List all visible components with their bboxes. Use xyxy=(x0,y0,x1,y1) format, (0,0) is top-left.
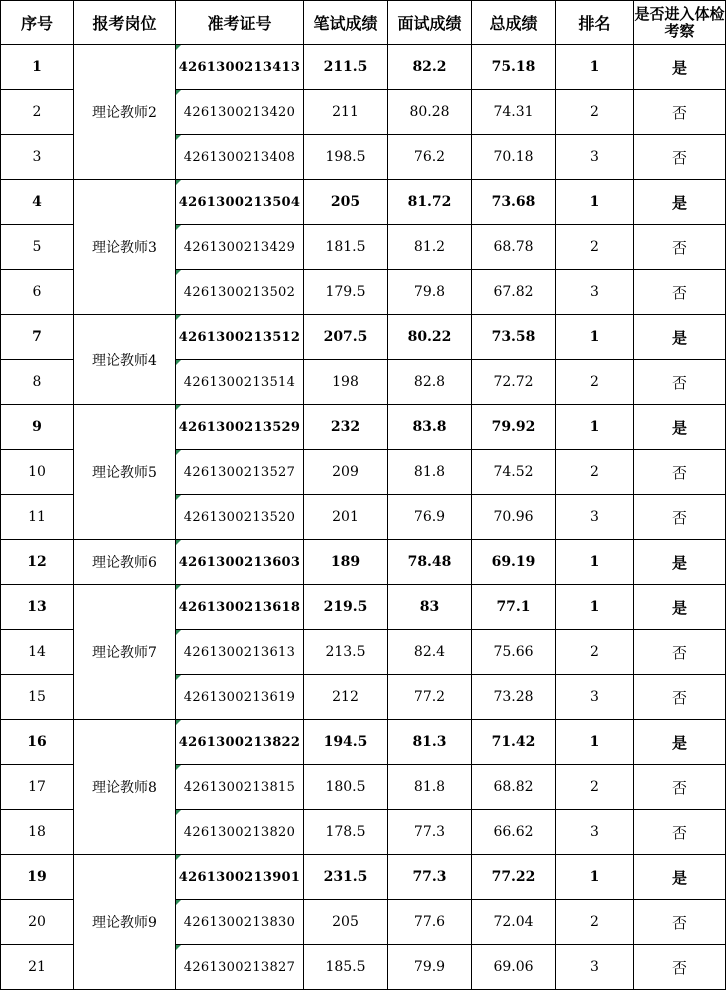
cell-result: 是 xyxy=(634,315,726,360)
cell-rank: 2 xyxy=(556,900,634,945)
cell-total: 75.18 xyxy=(472,45,556,90)
table-row xyxy=(1,585,726,630)
cell-result: 是 xyxy=(634,45,726,90)
cell-post: 理论教师9 xyxy=(74,855,176,990)
table-body xyxy=(1,45,726,990)
cell-written: 213.5 xyxy=(304,630,388,675)
cell-rank: 1 xyxy=(556,585,634,630)
cell-no: 18 xyxy=(1,810,74,855)
cell-interview: 79.8 xyxy=(388,270,472,315)
table-row xyxy=(1,720,726,765)
header-written: 笔试成绩 xyxy=(304,1,388,45)
cell-total: 73.28 xyxy=(472,675,556,720)
cell-rank: 1 xyxy=(556,180,634,225)
cell-written: 189 xyxy=(304,540,388,585)
cell-result: 否 xyxy=(634,270,726,315)
cell-rank: 3 xyxy=(556,270,634,315)
cell-rank: 2 xyxy=(556,765,634,810)
cell-interview: 79.9 xyxy=(388,945,472,990)
cell-total: 73.58 xyxy=(472,315,556,360)
cell-result: 否 xyxy=(634,765,726,810)
header-total: 总成绩 xyxy=(472,1,556,45)
cell-total: 79.92 xyxy=(472,405,556,450)
table-row xyxy=(1,180,726,225)
table-row xyxy=(1,315,726,360)
cell-exam-id: 4261300213820 xyxy=(176,810,304,855)
cell-interview: 77.3 xyxy=(388,855,472,900)
cell-exam-id: 4261300213815 xyxy=(176,765,304,810)
cell-rank: 1 xyxy=(556,315,634,360)
cell-post: 理论教师7 xyxy=(74,585,176,720)
cell-result: 否 xyxy=(634,630,726,675)
cell-rank: 1 xyxy=(556,720,634,765)
header-no: 序号 xyxy=(1,1,74,45)
cell-interview: 82.4 xyxy=(388,630,472,675)
cell-result: 否 xyxy=(634,810,726,855)
cell-exam-id: 4261300213827 xyxy=(176,945,304,990)
cell-total: 70.18 xyxy=(472,135,556,180)
cell-result: 是 xyxy=(634,585,726,630)
cell-interview: 81.2 xyxy=(388,225,472,270)
cell-no: 4 xyxy=(1,180,74,225)
cell-interview: 77.3 xyxy=(388,810,472,855)
cell-total: 77.1 xyxy=(472,585,556,630)
cell-written: 205 xyxy=(304,180,388,225)
header-exam-id: 准考证号 xyxy=(176,1,304,45)
header-result: 是否进入体检考察 xyxy=(634,1,726,45)
cell-post: 理论教师8 xyxy=(74,720,176,855)
cell-interview: 76.2 xyxy=(388,135,472,180)
cell-no: 16 xyxy=(1,720,74,765)
cell-rank: 3 xyxy=(556,675,634,720)
cell-total: 72.04 xyxy=(472,900,556,945)
cell-exam-id: 4261300213613 xyxy=(176,630,304,675)
cell-no: 9 xyxy=(1,405,74,450)
cell-no: 3 xyxy=(1,135,74,180)
cell-result: 是 xyxy=(634,720,726,765)
cell-interview: 83 xyxy=(388,585,472,630)
cell-result: 否 xyxy=(634,945,726,990)
cell-exam-id: 4261300213429 xyxy=(176,225,304,270)
cell-interview: 76.9 xyxy=(388,495,472,540)
cell-total: 66.62 xyxy=(472,810,556,855)
cell-no: 11 xyxy=(1,495,74,540)
cell-result: 是 xyxy=(634,405,726,450)
cell-total: 74.31 xyxy=(472,90,556,135)
cell-written: 198.5 xyxy=(304,135,388,180)
cell-post: 理论教师4 xyxy=(74,315,176,405)
cell-no: 17 xyxy=(1,765,74,810)
header-rank: 排名 xyxy=(556,1,634,45)
cell-exam-id: 4261300213520 xyxy=(176,495,304,540)
cell-interview: 81.8 xyxy=(388,450,472,495)
cell-no: 10 xyxy=(1,450,74,495)
table-row xyxy=(1,855,726,900)
cell-exam-id: 4261300213527 xyxy=(176,450,304,495)
cell-rank: 1 xyxy=(556,540,634,585)
header-post: 报考岗位 xyxy=(74,1,176,45)
cell-result: 否 xyxy=(634,360,726,405)
cell-exam-id: 4261300213514 xyxy=(176,360,304,405)
cell-written: 180.5 xyxy=(304,765,388,810)
cell-exam-id: 4261300213420 xyxy=(176,90,304,135)
cell-exam-id: 4261300213408 xyxy=(176,135,304,180)
cell-rank: 3 xyxy=(556,810,634,855)
cell-interview: 81.72 xyxy=(388,180,472,225)
cell-result: 否 xyxy=(634,900,726,945)
cell-exam-id: 4261300213504 xyxy=(176,180,304,225)
cell-interview: 80.28 xyxy=(388,90,472,135)
cell-written: 232 xyxy=(304,405,388,450)
cell-written: 219.5 xyxy=(304,585,388,630)
cell-no: 6 xyxy=(1,270,74,315)
cell-result: 否 xyxy=(634,90,726,135)
cell-total: 67.82 xyxy=(472,270,556,315)
cell-interview: 77.2 xyxy=(388,675,472,720)
cell-rank: 3 xyxy=(556,945,634,990)
cell-written: 212 xyxy=(304,675,388,720)
cell-written: 205 xyxy=(304,900,388,945)
cell-no: 14 xyxy=(1,630,74,675)
cell-rank: 3 xyxy=(556,495,634,540)
cell-result: 否 xyxy=(634,225,726,270)
table-row xyxy=(1,405,726,450)
cell-post: 理论教师2 xyxy=(74,45,176,180)
cell-no: 21 xyxy=(1,945,74,990)
cell-written: 198 xyxy=(304,360,388,405)
cell-result: 是 xyxy=(634,540,726,585)
cell-no: 5 xyxy=(1,225,74,270)
cell-interview: 82.2 xyxy=(388,45,472,90)
cell-result: 否 xyxy=(634,675,726,720)
cell-exam-id: 4261300213512 xyxy=(176,315,304,360)
cell-exam-id: 4261300213822 xyxy=(176,720,304,765)
cell-rank: 3 xyxy=(556,135,634,180)
cell-rank: 2 xyxy=(556,630,634,675)
cell-result: 否 xyxy=(634,450,726,495)
cell-post: 理论教师6 xyxy=(74,540,176,585)
cell-rank: 1 xyxy=(556,855,634,900)
cell-total: 70.96 xyxy=(472,495,556,540)
cell-total: 75.66 xyxy=(472,630,556,675)
cell-interview: 78.48 xyxy=(388,540,472,585)
cell-no: 19 xyxy=(1,855,74,900)
cell-result: 是 xyxy=(634,180,726,225)
cell-no: 15 xyxy=(1,675,74,720)
cell-total: 74.52 xyxy=(472,450,556,495)
cell-interview: 80.22 xyxy=(388,315,472,360)
cell-written: 209 xyxy=(304,450,388,495)
cell-interview: 77.6 xyxy=(388,900,472,945)
cell-total: 77.22 xyxy=(472,855,556,900)
cell-exam-id: 4261300213618 xyxy=(176,585,304,630)
cell-rank: 2 xyxy=(556,90,634,135)
cell-exam-id: 4261300213619 xyxy=(176,675,304,720)
cell-post: 理论教师5 xyxy=(74,405,176,540)
cell-written: 211.5 xyxy=(304,45,388,90)
cell-interview: 82.8 xyxy=(388,360,472,405)
cell-exam-id: 4261300213901 xyxy=(176,855,304,900)
cell-total: 69.06 xyxy=(472,945,556,990)
cell-exam-id: 4261300213413 xyxy=(176,45,304,90)
cell-result: 否 xyxy=(634,135,726,180)
cell-total: 68.82 xyxy=(472,765,556,810)
cell-interview: 81.8 xyxy=(388,765,472,810)
cell-no: 7 xyxy=(1,315,74,360)
cell-rank: 2 xyxy=(556,225,634,270)
cell-no: 13 xyxy=(1,585,74,630)
cell-written: 178.5 xyxy=(304,810,388,855)
cell-total: 68.78 xyxy=(472,225,556,270)
cell-result: 是 xyxy=(634,855,726,900)
cell-written: 179.5 xyxy=(304,270,388,315)
cell-no: 1 xyxy=(1,45,74,90)
cell-written: 201 xyxy=(304,495,388,540)
table-row xyxy=(1,540,726,585)
cell-total: 73.68 xyxy=(472,180,556,225)
cell-total: 69.19 xyxy=(472,540,556,585)
cell-interview: 81.3 xyxy=(388,720,472,765)
cell-rank: 2 xyxy=(556,450,634,495)
cell-exam-id: 4261300213502 xyxy=(176,270,304,315)
cell-exam-id: 4261300213529 xyxy=(176,405,304,450)
cell-written: 181.5 xyxy=(304,225,388,270)
cell-no: 2 xyxy=(1,90,74,135)
cell-rank: 2 xyxy=(556,360,634,405)
cell-written: 211 xyxy=(304,90,388,135)
cell-post: 理论教师3 xyxy=(74,180,176,315)
cell-total: 72.72 xyxy=(472,360,556,405)
cell-result: 否 xyxy=(634,495,726,540)
cell-interview: 83.8 xyxy=(388,405,472,450)
cell-no: 12 xyxy=(1,540,74,585)
cell-rank: 1 xyxy=(556,45,634,90)
table-row xyxy=(1,45,726,90)
cell-no: 8 xyxy=(1,360,74,405)
cell-written: 185.5 xyxy=(304,945,388,990)
cell-exam-id: 4261300213830 xyxy=(176,900,304,945)
header-row xyxy=(1,1,726,45)
cell-exam-id: 4261300213603 xyxy=(176,540,304,585)
cell-no: 20 xyxy=(1,900,74,945)
cell-written: 194.5 xyxy=(304,720,388,765)
cell-rank: 1 xyxy=(556,405,634,450)
cell-written: 207.5 xyxy=(304,315,388,360)
cell-total: 71.42 xyxy=(472,720,556,765)
header-interview: 面试成绩 xyxy=(388,1,472,45)
cell-written: 231.5 xyxy=(304,855,388,900)
